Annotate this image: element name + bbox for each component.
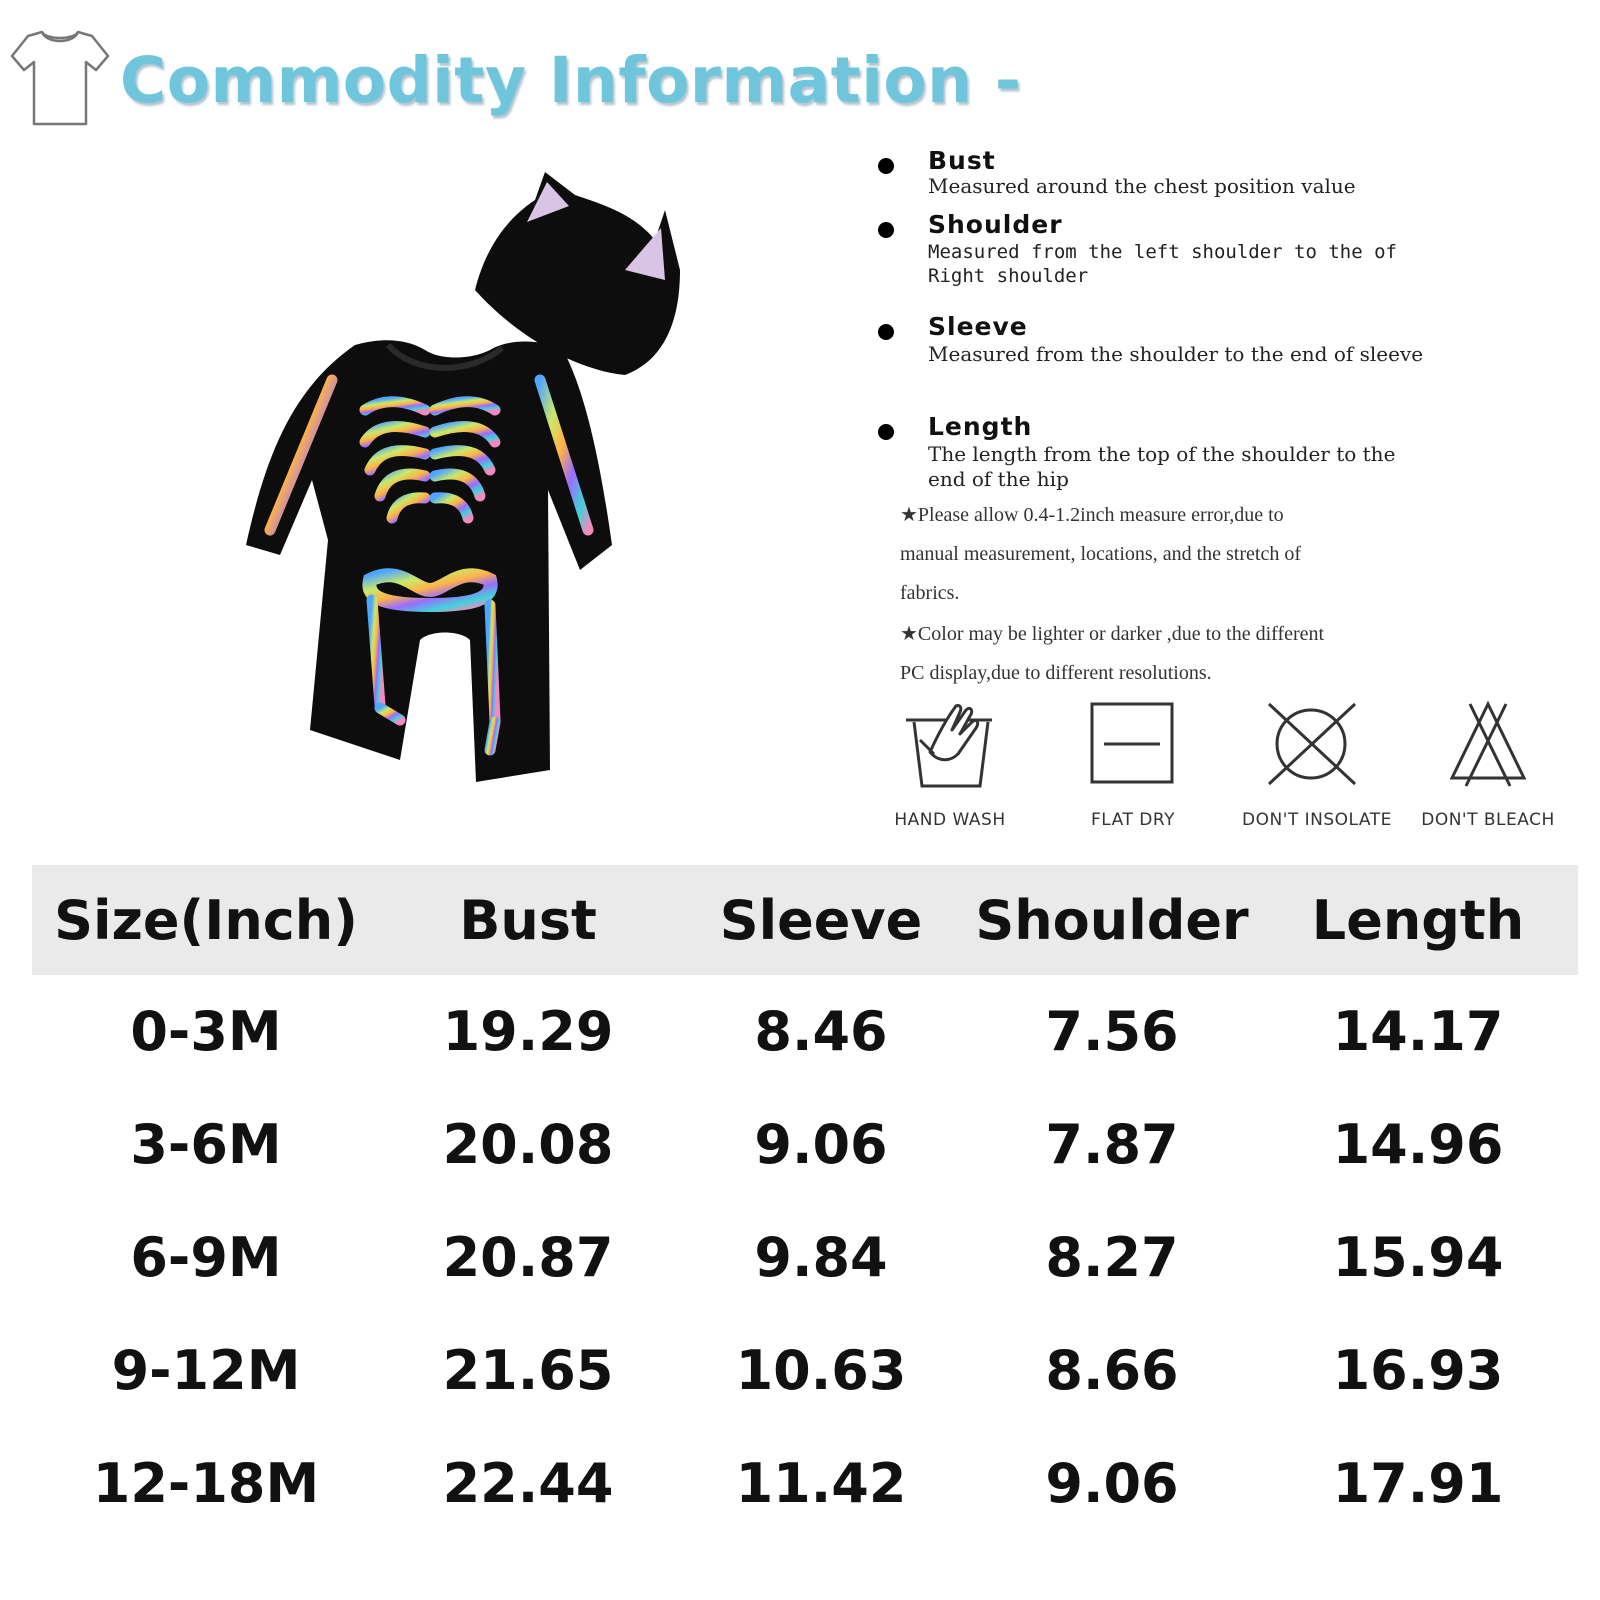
- bullet-icon: [878, 324, 894, 340]
- cell-shoulder: 7.56: [1045, 1000, 1179, 1063]
- care-label: DON'T BLEACH: [1421, 810, 1555, 830]
- cell-size: 12-18M: [92, 1452, 320, 1515]
- care-label: FLAT DRY: [1091, 810, 1175, 830]
- page-title: Commodity Information -: [120, 44, 1022, 117]
- cell-sleeve: 11.42: [735, 1452, 907, 1515]
- hand-wash-icon: [900, 700, 1000, 796]
- cell-length: 14.96: [1332, 1113, 1504, 1176]
- note-term: Length: [928, 412, 1033, 441]
- cell-length: 15.94: [1332, 1226, 1504, 1289]
- cell-size: 6-9M: [130, 1226, 282, 1289]
- flat-dry-icon: [1088, 700, 1178, 786]
- care-label: HAND WASH: [894, 810, 1006, 830]
- cell-sleeve: 8.46: [754, 1000, 888, 1063]
- note-term: Shoulder: [928, 210, 1063, 239]
- cell-sleeve: 10.63: [735, 1339, 907, 1402]
- cell-bust: 22.44: [442, 1452, 614, 1515]
- column-header-length: Length: [1258, 865, 1578, 975]
- column-header-shoulder: Shoulder: [966, 865, 1258, 975]
- note-description: Measured from the left shoulder to the of Right shoulder: [928, 241, 1397, 287]
- table-row: [32, 1201, 1578, 1314]
- cell-size: 9-12M: [111, 1339, 301, 1402]
- product-image: [240, 160, 690, 810]
- column-header-bust: Bust: [380, 865, 676, 975]
- cell-sleeve: 9.06: [754, 1113, 888, 1176]
- cell-length: 14.17: [1332, 1000, 1504, 1063]
- romper: [246, 340, 612, 782]
- dont-bleach-icon: [1448, 700, 1528, 790]
- column-header-size: Size(Inch): [32, 865, 380, 975]
- bullet-icon: [878, 424, 894, 440]
- size-chart-table: [32, 865, 1578, 1540]
- column-header-sleeve: Sleeve: [676, 865, 966, 975]
- cell-shoulder: 8.66: [1045, 1339, 1179, 1402]
- t-shirt-icon: [8, 26, 112, 130]
- cell-size: 3-6M: [130, 1113, 282, 1176]
- cell-bust: 19.29: [442, 1000, 614, 1063]
- note-description: The length from the top of the shoulder to the end of the hip: [928, 442, 1396, 491]
- cell-shoulder: 8.27: [1045, 1226, 1179, 1289]
- note-term: Bust: [928, 146, 996, 175]
- cell-shoulder: 9.06: [1045, 1452, 1179, 1515]
- cell-bust: 21.65: [442, 1339, 614, 1402]
- note-description: Measured around the chest position value: [928, 174, 1356, 198]
- header: [0, 0, 1600, 140]
- note-description: Measured from the shoulder to the end of sleeve: [928, 342, 1424, 366]
- cell-length: 17.91: [1332, 1452, 1504, 1515]
- dont-insolate-icon: [1265, 700, 1361, 790]
- bullet-icon: [878, 222, 894, 238]
- table-header-row: [32, 865, 1578, 975]
- table-row: [32, 1088, 1578, 1201]
- note-term: Sleeve: [928, 312, 1028, 341]
- cell-bust: 20.08: [442, 1113, 614, 1176]
- bullet-icon: [878, 158, 894, 174]
- cell-size: 0-3M: [130, 1000, 282, 1063]
- cell-shoulder: 7.87: [1045, 1113, 1179, 1176]
- cell-bust: 20.87: [442, 1226, 614, 1289]
- table-row: [32, 1427, 1578, 1540]
- cell-length: 16.93: [1332, 1339, 1504, 1402]
- remark-color: ★Color may be lighter or darker ,due to the different PC display,due to different resolutions.: [900, 623, 1325, 684]
- table-row: [32, 975, 1578, 1088]
- cell-sleeve: 9.84: [754, 1226, 888, 1289]
- remark-measure-error: ★Please allow 0.4-1.2inch measure error,due to manual measurement, locations, and the stretch of fabrics.: [900, 504, 1301, 604]
- care-label: DON'T INSOLATE: [1242, 810, 1392, 830]
- table-row: [32, 1314, 1578, 1427]
